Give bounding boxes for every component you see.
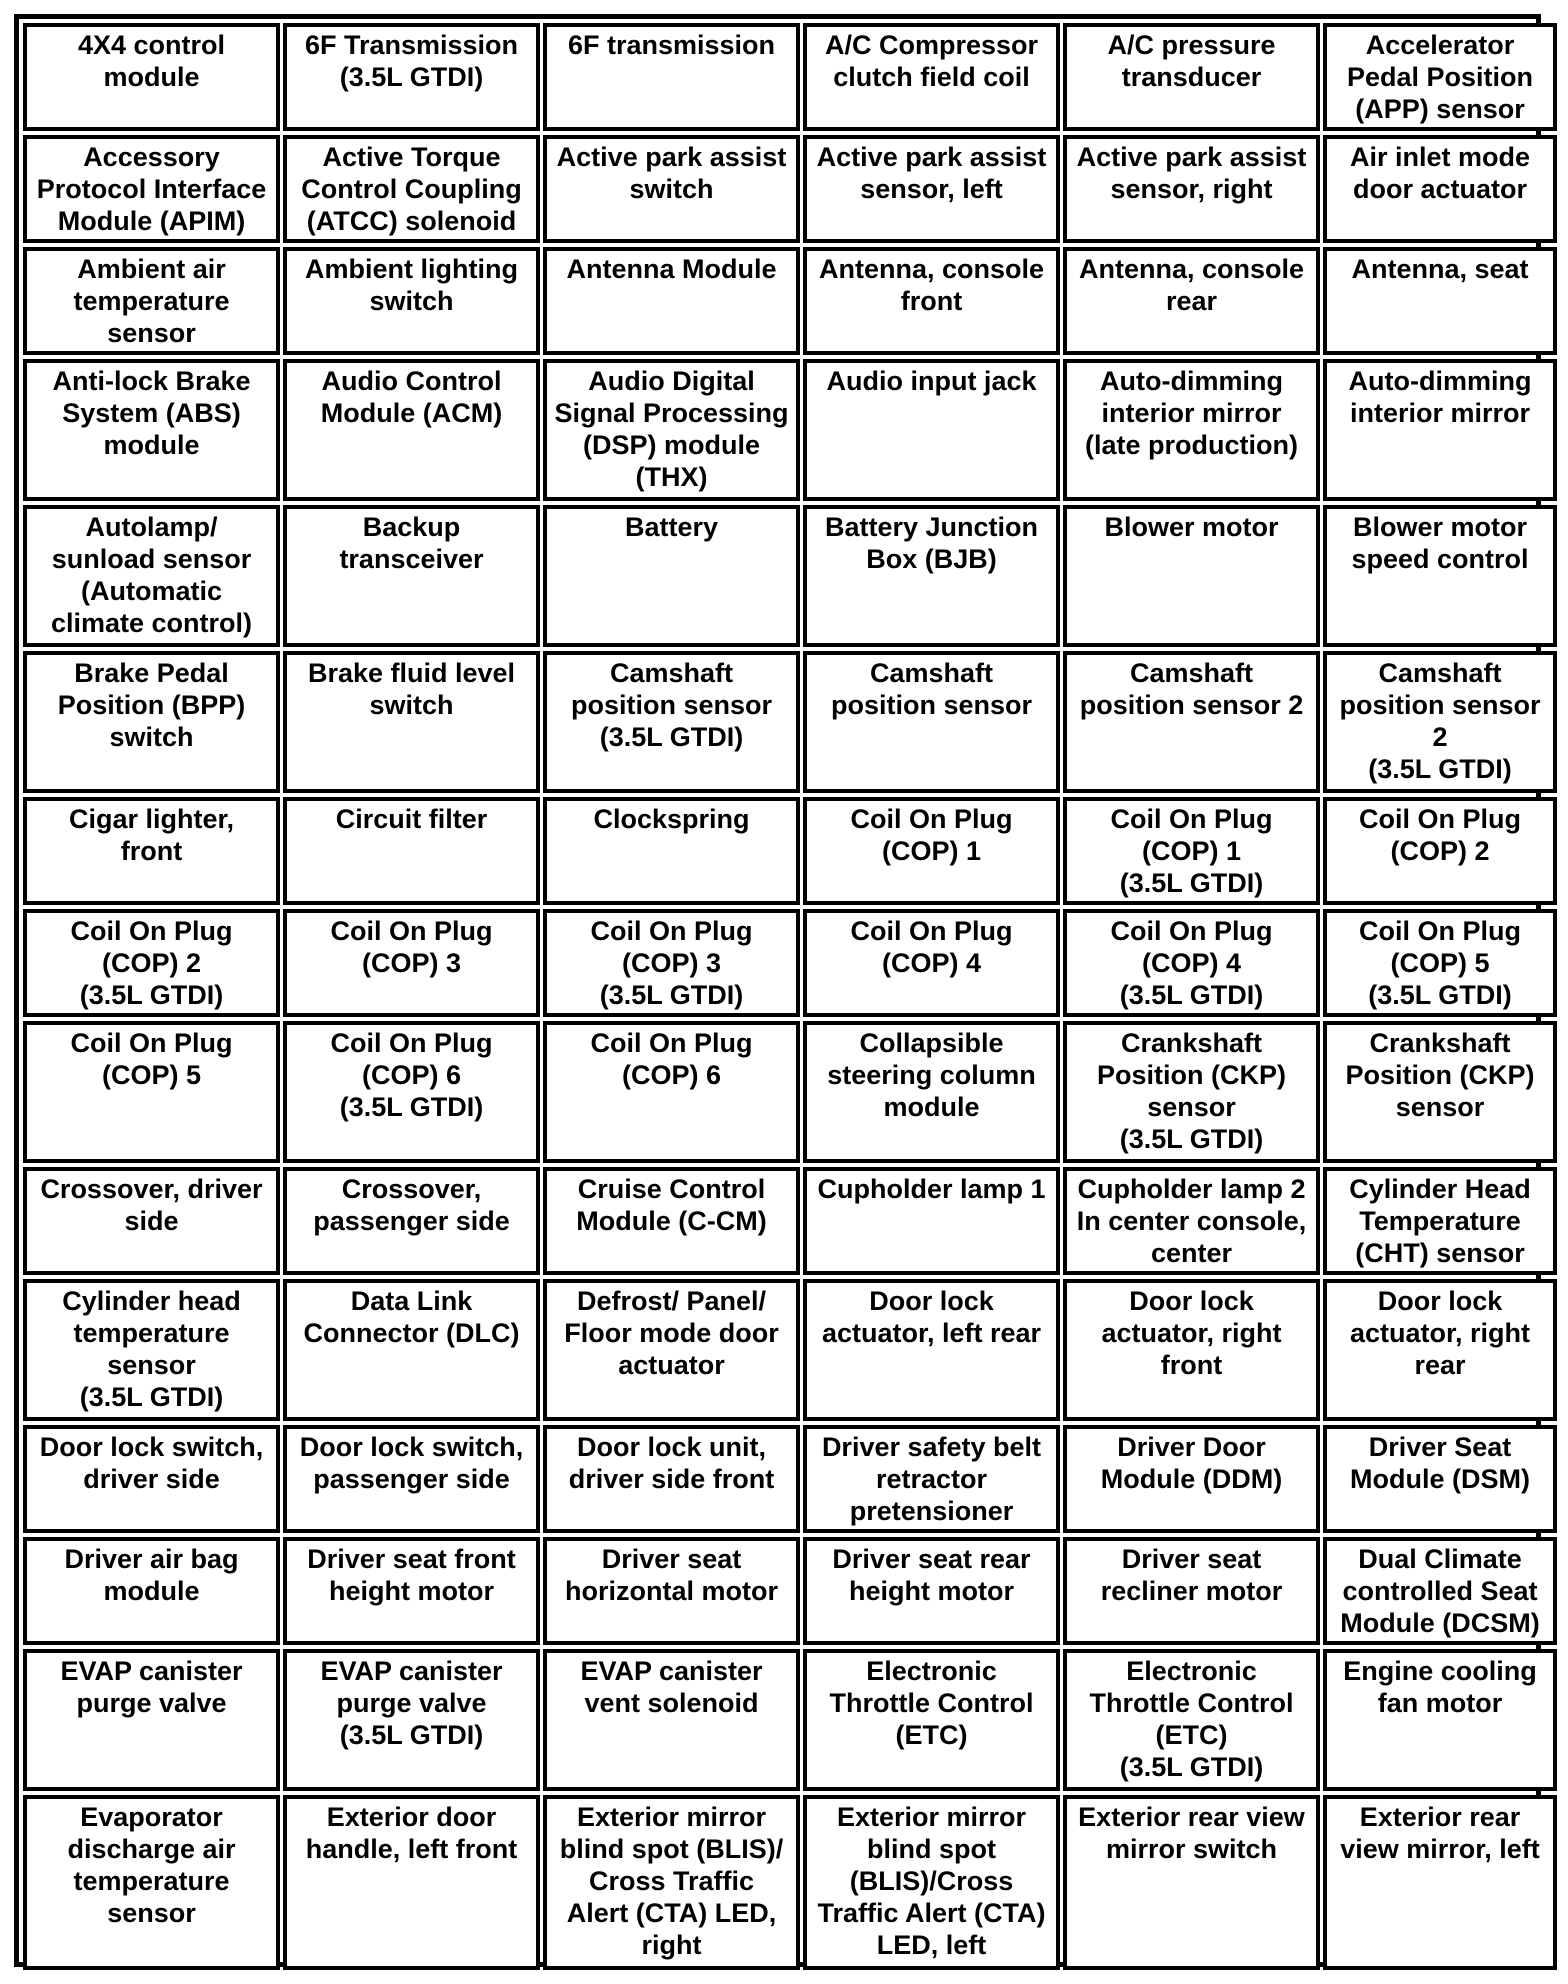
table-cell — [543, 1167, 800, 1275]
component-label: Driver Seat Module (DSM) — [1350, 1432, 1530, 1494]
component-label: EVAP canister vent solenoid — [580, 1656, 763, 1718]
table-cell — [283, 1795, 540, 1970]
component-label: Cupholder lamp 1 — [817, 1174, 1046, 1204]
component-label: Exterior rear view mirror switch — [1078, 1802, 1305, 1864]
table-cell — [543, 247, 800, 355]
table-cell — [1063, 1795, 1320, 1970]
table-cell — [23, 909, 280, 1017]
component-label: Exterior door handle, left front — [305, 1802, 518, 1864]
table-cell — [803, 1425, 1060, 1533]
table-cell — [23, 1167, 280, 1275]
table-cell — [543, 505, 800, 647]
table-cell — [283, 1537, 540, 1645]
component-label: Active park assist sensor, right — [1076, 142, 1307, 204]
table-cell — [1323, 359, 1557, 501]
table-cell — [1063, 359, 1320, 501]
component-label: 6F transmission — [567, 30, 776, 60]
component-label: Door lock switch, driver side — [39, 1432, 264, 1494]
component-label: Cylinder Head Temperature (CHT) sensor — [1349, 1174, 1531, 1268]
table-cell — [1063, 505, 1320, 647]
component-label: Door lock actuator, right front — [1101, 1286, 1282, 1380]
table-cell — [1323, 1425, 1557, 1533]
table-cell — [283, 797, 540, 905]
table-cell — [543, 797, 800, 905]
component-label: Audio Digital Signal Processing (DSP) module (THX) — [554, 366, 789, 492]
table-cell — [23, 505, 280, 647]
table-cell — [1063, 909, 1320, 1017]
table-cell — [1323, 651, 1557, 793]
table-cell — [1063, 23, 1320, 131]
table-cell — [1323, 135, 1557, 243]
table-cell — [803, 909, 1060, 1017]
table-cell — [23, 1537, 280, 1645]
component-label: Exterior mirror blind spot (BLIS)/Cross Traffic Alert (CTA) LED, left — [817, 1802, 1046, 1960]
table-cell — [23, 1649, 280, 1791]
component-label: Auto-dimming interior mirror (late production) — [1085, 366, 1298, 460]
component-label: 4X4 control module — [77, 30, 226, 92]
component-label: Crankshaft Position (CKP) sensor — [1345, 1028, 1535, 1122]
component-label: Cigar lighter, front — [68, 804, 235, 866]
table-cell — [1063, 1425, 1320, 1533]
table-cell — [1063, 1279, 1320, 1421]
table-cell — [283, 23, 540, 131]
component-label: Circuit filter — [335, 804, 488, 834]
table-cell — [1063, 1021, 1320, 1163]
table-cell — [283, 1425, 540, 1533]
component-label: Audio input jack — [826, 366, 1037, 396]
table-cell — [1323, 1167, 1557, 1275]
component-label: Cruise Control Module (C-CM) — [576, 1174, 767, 1236]
table-cell — [543, 909, 800, 1017]
table-cell — [1323, 1795, 1557, 1970]
table-cell — [543, 1649, 800, 1791]
component-label: Exterior rear view mirror, left — [1340, 1802, 1540, 1864]
component-label: Driver seat horizontal motor — [565, 1544, 778, 1606]
component-label: Coil On Plug (COP) 1 — [850, 804, 1013, 866]
table-cell — [803, 1021, 1060, 1163]
component-label: Battery — [624, 512, 719, 542]
table-cell — [803, 247, 1060, 355]
component-label: Battery Junction Box (BJB) — [824, 512, 1039, 574]
component-label: Exterior mirror blind spot (BLIS)/ Cross Traffic Alert (CTA) LED, right — [559, 1802, 784, 1960]
component-label: Driver seat front height motor — [307, 1544, 516, 1606]
table-cell — [1323, 1537, 1557, 1645]
table-cell — [23, 1795, 280, 1970]
component-label: EVAP canister purge valve (3.5L GTDI) — [320, 1656, 503, 1750]
component-label: Coil On Plug (COP) 2 (3.5L GTDI) — [70, 916, 233, 1010]
component-label: Accelerator Pedal Position (APP) sensor — [1346, 30, 1534, 124]
component-label: Accessory Protocol Interface Module (APIM) — [36, 142, 267, 236]
component-label: Auto-dimming interior mirror — [1348, 366, 1532, 428]
component-label: Coil On Plug (COP) 6 — [590, 1028, 753, 1090]
component-label: Driver seat rear height motor — [832, 1544, 1031, 1606]
table-cell — [23, 651, 280, 793]
table-cell — [543, 1021, 800, 1163]
component-label: Data Link Connector (DLC) — [303, 1286, 520, 1348]
component-label: Autolamp/ sunload sensor (Automatic climate control) — [50, 512, 253, 638]
component-label: Blower motor speed control — [1351, 512, 1529, 574]
table-cell — [543, 23, 800, 131]
table-cell — [803, 651, 1060, 793]
table-cell — [23, 1021, 280, 1163]
component-label: Coil On Plug (COP) 5 (3.5L GTDI) — [1359, 916, 1521, 1010]
component-label: Coil On Plug (COP) 3 (3.5L GTDI) — [590, 916, 753, 1010]
component-label: Coil On Plug (COP) 4 (3.5L GTDI) — [1110, 916, 1273, 1010]
component-label: Camshaft position sensor — [830, 658, 1033, 720]
component-label: Crankshaft Position (CKP) sensor (3.5L GTDI) — [1097, 1028, 1286, 1154]
table-cell — [803, 23, 1060, 131]
component-label: Electronic Throttle Control (ETC) — [829, 1656, 1034, 1750]
component-label: Door lock actuator, right rear — [1349, 1286, 1531, 1380]
component-label: Coil On Plug (COP) 6 (3.5L GTDI) — [330, 1028, 493, 1122]
table-cell — [1323, 797, 1557, 905]
component-label: Audio Control Module (ACM) — [320, 366, 503, 428]
component-label: Driver air bag module — [64, 1544, 239, 1606]
table-cell — [283, 1021, 540, 1163]
component-label: Cylinder head temperature sensor (3.5L GTDI) — [62, 1286, 241, 1412]
component-label: Coil On Plug (COP) 3 — [330, 916, 493, 978]
table-cell — [1063, 135, 1320, 243]
table-cell — [803, 135, 1060, 243]
table-cell — [283, 1167, 540, 1275]
table-cell — [23, 247, 280, 355]
table-cell — [1063, 797, 1320, 905]
component-label: Driver Door Module (DDM) — [1100, 1432, 1283, 1494]
component-label: Collapsible steering column module — [827, 1028, 1036, 1122]
component-label: Door lock switch, passenger side — [299, 1432, 524, 1494]
component-label: Camshaft position sensor 2 — [1079, 658, 1304, 720]
component-label: Antenna Module — [566, 254, 777, 284]
table-cell — [1063, 247, 1320, 355]
component-label: Antenna, seat — [1351, 254, 1529, 284]
table-cell — [543, 1425, 800, 1533]
component-label: A/C pressure transducer — [1107, 30, 1276, 92]
table-cell — [1323, 1021, 1557, 1163]
component-label: Brake fluid level switch — [307, 658, 516, 720]
table-cell — [23, 1425, 280, 1533]
component-label: Coil On Plug (COP) 1 (3.5L GTDI) — [1110, 804, 1273, 898]
table-cell — [803, 359, 1060, 501]
component-label: Cupholder lamp 2 In center console, center — [1076, 1174, 1307, 1268]
component-label: Crossover, passenger side — [313, 1174, 510, 1236]
table-cell — [543, 1279, 800, 1421]
table-cell — [1063, 651, 1320, 793]
table-cell — [1323, 1279, 1557, 1421]
component-label: Electronic Throttle Control (ETC) (3.5L GTDI) — [1089, 1656, 1294, 1782]
component-label: Anti-lock Brake System (ABS) module — [52, 366, 251, 460]
table-cell — [803, 1795, 1060, 1970]
table-cell — [1323, 505, 1557, 647]
component-label: Coil On Plug (COP) 4 — [850, 916, 1013, 978]
table-cell — [283, 909, 540, 1017]
table-cell — [283, 505, 540, 647]
component-label: Antenna, console rear — [1078, 254, 1305, 316]
component-label: Active park assist sensor, left — [816, 142, 1047, 204]
table-cell — [1063, 1537, 1320, 1645]
table-cell — [23, 359, 280, 501]
component-label: Driver seat recliner motor — [1100, 1544, 1283, 1606]
component-label: Dual Climate controlled Seat Module (DCSM) — [1340, 1544, 1540, 1638]
table-cell — [543, 135, 800, 243]
component-label: Active Torque Control Coupling (ATCC) solenoid — [301, 142, 522, 236]
component-label: Ambient air temperature sensor — [73, 254, 230, 348]
table-cell — [283, 359, 540, 501]
component-label: Air inlet mode door actuator — [1349, 142, 1531, 204]
table-cell — [1323, 23, 1557, 131]
component-label: Door lock actuator, left rear — [821, 1286, 1042, 1348]
table-cell — [283, 1279, 540, 1421]
component-label: Crossover, driver side — [40, 1174, 263, 1236]
component-label: Camshaft position sensor (3.5L GTDI) — [570, 658, 773, 752]
component-label: Engine cooling fan motor — [1343, 1656, 1537, 1718]
table-cell — [543, 1537, 800, 1645]
table-cell — [283, 247, 540, 355]
table-cell — [803, 1537, 1060, 1645]
table-cell — [1323, 1649, 1557, 1791]
component-label: Clockspring — [593, 804, 750, 834]
table-cell — [1063, 1649, 1320, 1791]
component-label: EVAP canister purge valve — [60, 1656, 243, 1718]
table-cell — [543, 359, 800, 501]
component-label: Door lock unit, driver side front — [568, 1432, 775, 1494]
component-label: Coil On Plug (COP) 2 — [1359, 804, 1521, 866]
table-cell — [803, 797, 1060, 905]
table-cell — [543, 651, 800, 793]
component-label: Defrost/ Panel/ Floor mode door actuator — [564, 1286, 779, 1380]
component-label: A/C Compressor clutch field coil — [824, 30, 1039, 92]
component-label: Camshaft position sensor 2 (3.5L GTDI) — [1339, 658, 1541, 784]
table-cell — [803, 1279, 1060, 1421]
component-index-table — [14, 14, 1541, 1967]
table-cell — [23, 797, 280, 905]
component-label: Brake Pedal Position (BPP) switch — [57, 658, 246, 752]
component-label: Antenna, console front — [818, 254, 1045, 316]
table-cell — [803, 1649, 1060, 1791]
table-cell — [283, 1649, 540, 1791]
component-label: Active park assist switch — [556, 142, 787, 204]
component-label: Backup transceiver — [339, 512, 484, 574]
component-label: Blower motor — [1104, 512, 1279, 542]
table-cell — [803, 505, 1060, 647]
table-cell — [23, 1279, 280, 1421]
table-cell — [283, 651, 540, 793]
component-label: Driver safety belt retractor pretensioner — [821, 1432, 1042, 1526]
table-cell — [283, 135, 540, 243]
table-cell — [23, 23, 280, 131]
component-label: Coil On Plug (COP) 5 — [70, 1028, 233, 1090]
component-label: 6F Transmission (3.5L GTDI) — [304, 30, 519, 92]
table-cell — [543, 1795, 800, 1970]
table-cell — [1323, 247, 1557, 355]
table-cell — [803, 1167, 1060, 1275]
table-cell — [1323, 909, 1557, 1017]
table-cell — [1063, 1167, 1320, 1275]
component-label: Ambient lighting switch — [305, 254, 518, 316]
component-label: Evaporator discharge air temperature sensor — [67, 1802, 236, 1928]
table-cell — [23, 135, 280, 243]
